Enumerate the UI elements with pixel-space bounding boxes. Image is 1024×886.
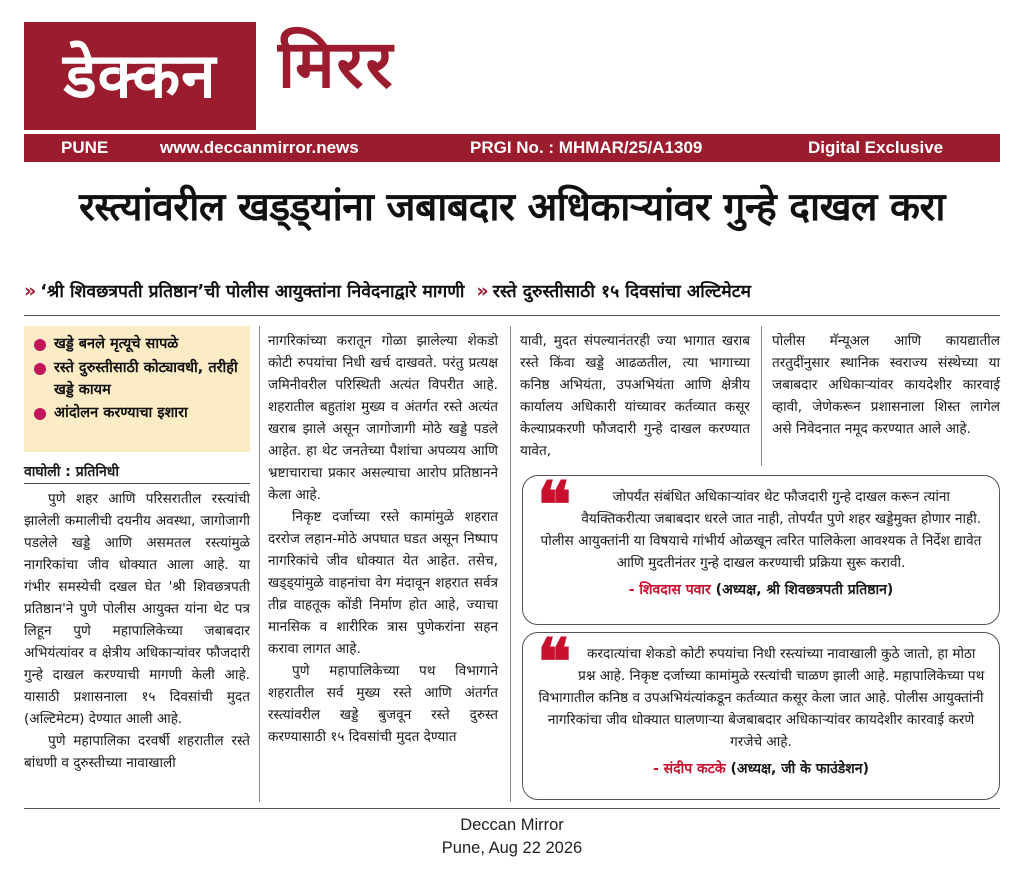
quote-mark-icon: ❝ xyxy=(537,468,572,543)
article-column-3 xyxy=(520,330,750,462)
highlight-item xyxy=(32,358,244,402)
column-divider xyxy=(510,326,511,802)
highlights-list xyxy=(32,334,244,425)
article-column-1 xyxy=(24,488,250,774)
bullet-dot-icon xyxy=(34,408,46,420)
double-chevron-icon: » xyxy=(24,280,37,302)
dateline: वाघोली : प्रतिनिधी xyxy=(24,462,250,484)
article-paragraph: यावी, मुदत संपल्यानंतरही ज्या भागात खराब रस्ते किंवा खड्डे आढळतील, त्या भागाच्या कनिष्ठ अभियंता, उपअभियंता आणि क्षेत्रीय कार्यालय अधिकारी यांच्यावर कर्तव्यात कसूर केल्याप्रकरणी फौजदारी गुन्हे दाखल करण्यात यावेत, xyxy=(520,333,750,459)
footer xyxy=(24,814,1000,860)
headline: रस्त्यांवरील खड्ड्यांना जबाबदार अधिकाऱ्यांवर गुन्हे दाखल करा xyxy=(78,185,946,230)
divider xyxy=(24,315,1000,316)
quote-author xyxy=(537,580,985,599)
article-column-2 xyxy=(268,330,498,748)
quote-author-role: (अध्यक्ष, जी के फाउंडेशन) xyxy=(730,761,869,777)
quote-box xyxy=(522,468,1000,625)
double-chevron-icon: » xyxy=(476,280,489,302)
info-city: PUNE xyxy=(61,138,109,157)
info-prgi: PRGI No. : MHMAR/25/A1309 xyxy=(470,138,703,157)
column-divider xyxy=(761,326,762,466)
highlight-text: खड्डे बनले मृत्यूचे सापळे xyxy=(54,336,179,352)
article-paragraph: नागरिकांच्या करातून गोळा झालेल्या शेकडो कोटी रुपयांचा निधी खर्च दाखवते. परंतु प्रत्यक्ष जमिनीवरील परिस्थिती अत्यंत विपरीत आहे. शहरातील बहुतांश मुख्य व अंतर्गत रस्ते अत्यंत खराब झाले असून जागोजागी मोठे खड्डे पडले आहेत. हा थेट जनतेच्या पैशांचा अपव्यय आणि भ्रष्टाचाराचा प्रकार असल्याचा आरोप प्रतिष्ठानने केला आहे. xyxy=(268,333,498,503)
highlights-box xyxy=(24,326,250,452)
subhead-1: ‘श्री शिवछत्रपती प्रतिष्ठान’ची पोलीस आयुक्तांना निवेदनाद्वारे मागणी xyxy=(40,282,465,302)
footer-publication: Deccan Mirror xyxy=(460,816,564,834)
highlight-item xyxy=(32,403,244,425)
quote-author-name: - संदीप कटके xyxy=(653,761,726,777)
article-paragraph: निकृष्ट दर्जाच्या रस्ते कामांमुळे शहरात दररोज लहान-मोठे अपघात घडत असून निष्पाप नागरिकांचे जीव धोक्यात येत आहेत. तसेच, खड्ड्यांमुळे वाहनांचा वेग मंदावून शहरात सर्वत्र तीव्र वाहतूक कोंडी निर्माण होत आहे, ज्याचा मानसिक व शारीरिक त्रास पुणेकरांना सहन करावा लागत आहे. xyxy=(268,509,498,657)
info-website: www.deccanmirror.news xyxy=(160,138,359,157)
subheadline xyxy=(24,279,1000,303)
quote-box xyxy=(522,625,1000,800)
article-column-4 xyxy=(772,330,1000,440)
subhead-2: रस्ते दुरुस्तीसाठी १५ दिवसांचा अल्टिमेटम xyxy=(492,282,752,302)
highlight-text: आंदोलन करण्याचा इशारा xyxy=(54,405,188,422)
masthead xyxy=(24,22,1000,130)
info-exclusive: Digital Exclusive xyxy=(808,138,944,157)
footer-date: Pune, Aug 22 2026 xyxy=(441,839,583,857)
bullet-dot-icon xyxy=(34,363,46,375)
article-paragraph: पुणे महापालिकेच्या पथ विभागाने शहरातील सर्व मुख्य रस्ते आणि अंतर्गत रस्त्यांवरील खड्डे बुजवून रस्ते दुरुस्त करण्यासाठी १५ दिवसांची मुदत देण्यात xyxy=(268,663,498,745)
article-paragraph: पुणे शहर आणि परिसरातील रस्त्यांची झालेली कमालीची दयनीय अवस्था, जागोजागी पडलेले खड्डे आणि असमतल रस्त्यांमुळे नागरिकांचा जीव धोक्यात आला आहे. या गंभीर समस्येची दखल घेत 'श्री शिवछत्रपती प्रतिष्ठान'ने पुणे पोलीस आयुक्त यांना थेट पत्र लिहून पुणे महापालिकेच्या जबाबदार अभियंत्यांवर व क्षेत्रीय अधिकाऱ्यांवर फौजदारी गुन्हे दाखल करण्याची मागणी केली आहे. यासाठी प्रशासनाला १५ दिवसांची मुदत (अल्टिमेटम) देण्यात आली आहे. xyxy=(24,491,250,727)
divider xyxy=(24,808,1000,809)
logo-left-text: डेक्कन xyxy=(63,39,217,112)
quote-text: जोपर्यंत संबंधित अधिकाऱ्यांवर थेट फौजदारी गुन्हे दाखल करून त्यांना वैयक्तिकरीत्या जबाबदार धरले जात नाही, तोपर्यंत पुणे शहर खड्डेमुक्त होणार नाही. पोलीस आयुक्तांनी या विषयाचे गांभीर्य ओळखून त्वरित पालिकेला आवश्यक ते निर्देश द्यावेत आणि मुदतीनंतर गुन्हे दाखल करण्याची प्रक्रिया सुरू करावी. xyxy=(540,489,982,571)
quote-author-role: (अध्यक्ष, श्री शिवछत्रपती प्रतिष्ठान) xyxy=(715,582,894,598)
article-paragraph: पुणे महापालिका दरवर्षी शहरातील रस्ते बांधणी व दुरुस्तीच्या नावाखाली xyxy=(24,733,250,771)
quote-author-name: - शिवदास पवार xyxy=(628,582,711,598)
highlight-item xyxy=(32,334,244,356)
column-divider xyxy=(259,326,260,802)
quote-text: करदात्यांचा शेकडो कोटी रुपयांचा निधी रस्त्यांच्या नावाखाली कुठे जातो, हा मोठा प्रश्न आहे. निकृष्ट दर्जाच्या कामांमुळे रस्त्यांची चाळण झाली आहे. महापालिकेच्या पथ विभागातील कनिष्ठ व उपअभियंत्यांकडून कर्तव्यात कसूर केला जात आहे. पोलीस आयुक्तांनी नागरिकांचा जीव धोक्यात घालणाऱ्या बेजबाबदार अधिकाऱ्यांवर कायदेशीर कारवाई करणे गरजेचे आहे. xyxy=(538,646,985,750)
quote-author xyxy=(537,759,985,778)
article-paragraph: पोलीस मॅन्यूअल आणि कायद्यातील तरतुदींनुसार स्थानिक स्वराज्य संस्थेच्या या जबाबदार अधिकाऱ्यांवर कायदेशीर कारवाई व्हावी, जेणेकरून प्रशासनाला शिस्त लागेल असे निवेदनात नमूद करण्यात आले आहे. xyxy=(772,333,1000,437)
quote-mark-icon: ❝ xyxy=(537,625,572,700)
bullet-dot-icon xyxy=(34,339,46,351)
info-bar xyxy=(24,134,1000,162)
logo-right-text: मिरर xyxy=(278,26,395,103)
logo-left-box xyxy=(24,22,256,130)
highlight-text: रस्ते दुरुस्तीसाठी कोट्यावधी, तरीही खड्डे कायम xyxy=(54,359,238,398)
